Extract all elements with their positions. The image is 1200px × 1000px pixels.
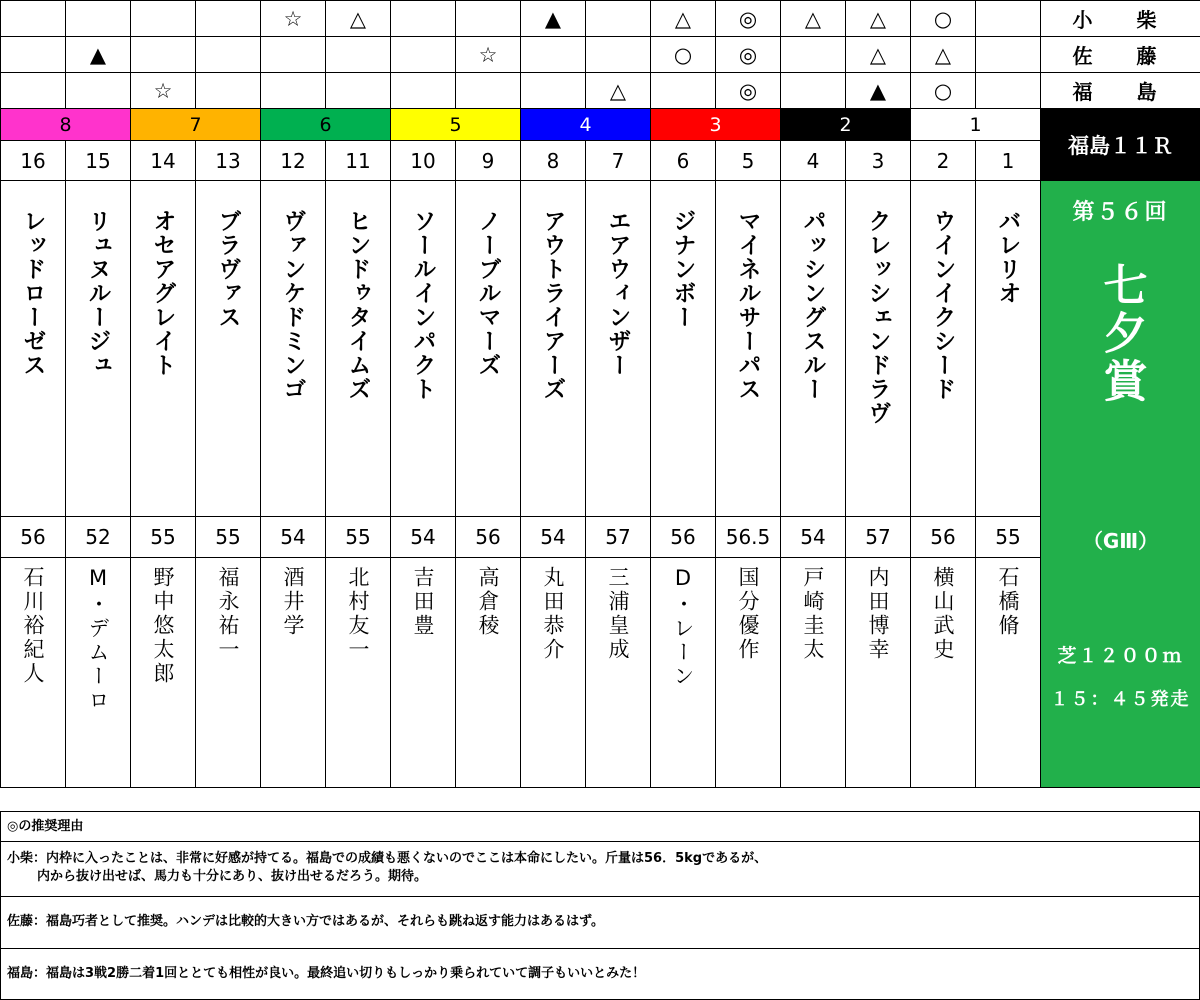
jockey-name-cell: [65, 557, 131, 788]
horse-name: ソールインパクト: [409, 209, 436, 401]
carried-weight-cell: [0, 516, 66, 558]
horse-name: クレッシェンドラヴ: [864, 209, 891, 425]
horse-name: バレリオ: [994, 209, 1021, 305]
horse-name-cell: [780, 180, 846, 517]
carried-weight: 57: [865, 525, 891, 549]
prediction-mark-cell: [0, 72, 66, 109]
jockey-name-cell: [390, 557, 456, 788]
prediction-mark-cell: [910, 36, 976, 73]
carried-weight: 54: [540, 525, 566, 549]
carried-weight: 57: [605, 525, 631, 549]
horse-number: 3: [871, 148, 885, 173]
horse-name-cell: [130, 180, 196, 517]
prediction-mark-cell: [975, 0, 1041, 37]
jockey-name-cell: [585, 557, 651, 788]
prediction-mark: ☆: [153, 78, 173, 103]
horse-name: マイネルサーパス: [734, 209, 761, 401]
horse-number-cell: [520, 140, 586, 181]
jockey-name: D・レーン: [671, 566, 695, 689]
horse-name-cell: [455, 180, 521, 517]
carried-weight-cell: [195, 516, 261, 558]
horse-number: 1: [1001, 148, 1015, 173]
prediction-mark: ○: [933, 78, 953, 103]
prediction-mark: ☆: [283, 6, 303, 31]
predictor-name-cell: [1040, 72, 1200, 109]
prediction-mark: △: [804, 6, 822, 31]
carried-weight: 54: [410, 525, 436, 549]
frame-number-cell: [260, 108, 391, 141]
prediction-mark-cell: [520, 0, 586, 37]
frame-number: 2: [839, 113, 852, 136]
carried-weight-cell: [780, 516, 846, 558]
prediction-mark: ◎: [738, 42, 758, 67]
prediction-mark-cell: [455, 36, 521, 73]
prediction-mark: △: [674, 6, 692, 31]
carried-weight: 55: [215, 525, 241, 549]
horse-number: 11: [345, 148, 371, 173]
horse-number-cell: [195, 140, 261, 181]
horse-name: リュヌルージュ: [84, 209, 111, 377]
jockey-name: M・デムーロ: [86, 566, 110, 713]
horse-name: パッシングスルー: [799, 209, 826, 401]
horse-number-cell: [260, 140, 326, 181]
frame-number: 7: [189, 113, 202, 136]
prediction-mark: ◎: [738, 78, 758, 103]
prediction-mark-cell: [650, 72, 716, 109]
prediction-mark-cell: [65, 0, 131, 37]
jockey-name: 石川裕紀人: [21, 566, 45, 686]
carried-weight-cell: [455, 516, 521, 558]
jockey-name: 北村友一: [346, 566, 370, 662]
horse-number: 15: [85, 148, 111, 173]
carried-weight: 52: [85, 525, 111, 549]
prediction-mark: ▲: [869, 78, 887, 103]
carried-weight-cell: [650, 516, 716, 558]
horse-number: 12: [280, 148, 306, 173]
horse-name-cell: [975, 180, 1041, 517]
prediction-mark: △: [869, 42, 887, 67]
prediction-mark: △: [934, 42, 952, 67]
jockey-name-cell: [520, 557, 586, 788]
carried-weight-cell: [260, 516, 326, 558]
horse-number: 16: [20, 148, 46, 173]
carried-weight: 56: [670, 525, 696, 549]
carried-weight: 55: [345, 525, 371, 549]
horse-number: 10: [410, 148, 436, 173]
carried-weight-cell: [910, 516, 976, 558]
jockey-name-cell: [780, 557, 846, 788]
prediction-mark-cell: [130, 72, 196, 109]
jockey-name: 吉田豊: [411, 566, 435, 638]
horse-number: 14: [150, 148, 176, 173]
race-edition: 第５６回: [1072, 200, 1169, 225]
horse-name: アウトライアーズ: [539, 209, 566, 401]
prediction-mark: △: [869, 6, 887, 31]
carried-weight: 55: [150, 525, 176, 549]
carried-weight: 56.5: [725, 525, 771, 549]
prediction-mark-cell: [845, 36, 911, 73]
recommendation-notes: [0, 811, 1200, 1000]
horse-number: 7: [611, 148, 625, 173]
jockey-name: 野中悠太郎: [151, 566, 175, 686]
horse-name-cell: [0, 180, 66, 517]
prediction-mark-cell: [585, 36, 651, 73]
horse-name: エアウィンザー: [604, 209, 631, 377]
note-fukushima-line1: 福島：福島は3戦2勝二着1回ととても相性が良い。最終追い切りもしっかり乗られていて調子もいいとみた！: [7, 966, 646, 981]
prediction-mark-cell: [390, 0, 456, 37]
notes-heading-text: ◎の推奨理由: [7, 819, 84, 834]
prediction-mark-cell: [650, 0, 716, 37]
prediction-mark-cell: [260, 72, 326, 109]
note-fukushima: [1, 949, 1199, 999]
prediction-mark-cell: [455, 0, 521, 37]
prediction-mark: ○: [673, 42, 693, 67]
horse-number: 9: [481, 148, 495, 173]
prediction-mark-cell: [715, 72, 781, 109]
horse-name: ノーブルマーズ: [474, 209, 501, 377]
horse-name: オセアグレイト: [149, 209, 176, 377]
horse-name-cell: [390, 180, 456, 517]
prediction-mark-cell: [325, 72, 391, 109]
prediction-mark-cell: [780, 72, 846, 109]
note-koshiba-line2: 内から抜け出せば、馬力も十分にあり、抜け出せるだろう。期待。: [37, 869, 428, 884]
prediction-mark-cell: [780, 0, 846, 37]
horse-number-cell: [455, 140, 521, 181]
jockey-name: 酒井学: [281, 566, 305, 638]
horse-name: ジナンボー: [669, 209, 696, 329]
prediction-mark-cell: [0, 36, 66, 73]
prediction-mark-cell: [780, 36, 846, 73]
prediction-mark-cell: [845, 72, 911, 109]
jockey-name-cell: [130, 557, 196, 788]
jockey-name: 三浦皇成: [606, 566, 630, 662]
jockey-name: 石橋脩: [996, 566, 1020, 638]
carried-weight: 56: [930, 525, 956, 549]
prediction-mark: ▲: [544, 6, 562, 31]
horse-number-cell: [650, 140, 716, 181]
prediction-mark-cell: [585, 72, 651, 109]
carried-weight: 56: [20, 525, 46, 549]
notes-heading: [1, 812, 1199, 842]
jockey-name-cell: [910, 557, 976, 788]
prediction-mark: △: [349, 6, 367, 31]
race-name: 七夕賞: [1095, 262, 1147, 406]
horse-name: ヴァンケドミンゴ: [279, 209, 306, 401]
horse-name-cell: [260, 180, 326, 517]
predictor-name: 福 島: [1072, 80, 1169, 104]
prediction-mark-cell: [0, 0, 66, 37]
prediction-mark-cell: [195, 36, 261, 73]
race-title: 福島１１Ｒ: [1068, 133, 1173, 158]
frame-number-cell: [390, 108, 521, 141]
prediction-mark-cell: [975, 36, 1041, 73]
horse-name-cell: [195, 180, 261, 517]
horse-number-cell: [845, 140, 911, 181]
jockey-name-cell: [975, 557, 1041, 788]
horse-name-cell: [585, 180, 651, 517]
horse-name: ウインイクシード: [929, 209, 956, 401]
prediction-mark: ▲: [89, 42, 107, 67]
frame-number: 4: [579, 113, 592, 136]
prediction-mark-cell: [455, 72, 521, 109]
carried-weight: 54: [280, 525, 306, 549]
race-grade: （GⅢ）: [1082, 529, 1159, 553]
jockey-name-cell: [260, 557, 326, 788]
race-start-time: １５：４５発走: [1050, 689, 1191, 710]
horse-number-cell: [585, 140, 651, 181]
carried-weight: 56: [475, 525, 501, 549]
horse-number-cell: [780, 140, 846, 181]
prediction-mark-cell: [650, 36, 716, 73]
carried-weight-cell: [390, 516, 456, 558]
prediction-mark-cell: [130, 36, 196, 73]
horse-name-cell: [910, 180, 976, 517]
horse-number-cell: [325, 140, 391, 181]
prediction-mark-cell: [325, 36, 391, 73]
prediction-mark-cell: [910, 0, 976, 37]
prediction-mark-cell: [390, 72, 456, 109]
race-info-panel: [1040, 180, 1200, 788]
prediction-mark: ◎: [738, 6, 758, 31]
prediction-mark-cell: [195, 0, 261, 37]
prediction-mark: △: [609, 78, 627, 103]
jockey-name: 横山武史: [931, 566, 955, 662]
jockey-name-cell: [455, 557, 521, 788]
horse-name: ブラヴァス: [214, 209, 241, 329]
horse-number-cell: [910, 140, 976, 181]
horse-number-cell: [130, 140, 196, 181]
prediction-mark-cell: [390, 36, 456, 73]
horse-number: 13: [215, 148, 241, 173]
predictor-name-cell: [1040, 0, 1200, 37]
note-sato: [1, 897, 1199, 949]
horse-name-cell: [845, 180, 911, 517]
frame-number-cell: [0, 108, 131, 141]
carried-weight: 54: [800, 525, 826, 549]
jockey-name-cell: [650, 557, 716, 788]
frame-number-cell: [520, 108, 651, 141]
horse-number: 5: [741, 148, 755, 173]
frame-number: 6: [319, 113, 332, 136]
jockey-name-cell: [0, 557, 66, 788]
prediction-mark-cell: [260, 0, 326, 37]
prediction-mark-cell: [910, 72, 976, 109]
horse-number-cell: [715, 140, 781, 181]
race-title-cell: [1040, 108, 1200, 181]
horse-number: 2: [936, 148, 950, 173]
carried-weight-cell: [585, 516, 651, 558]
horse-number-cell: [0, 140, 66, 181]
prediction-mark-cell: [520, 72, 586, 109]
carried-weight-cell: [520, 516, 586, 558]
frame-number-cell: [650, 108, 781, 141]
prediction-mark-cell: [195, 72, 261, 109]
predictor-name: 佐 藤: [1072, 44, 1169, 68]
note-sato-line1: 佐藤：福島巧者として推奨。ハンデは比較的大きい方ではあるが、それらも跳ね返す能力はあるはず。: [7, 914, 604, 929]
carried-weight-cell: [65, 516, 131, 558]
horse-name: レッドローゼス: [19, 209, 46, 377]
prediction-mark: ○: [933, 6, 953, 31]
horse-number: 6: [676, 148, 690, 173]
jockey-name: 戸崎圭太: [801, 566, 825, 662]
prediction-mark-cell: [715, 0, 781, 37]
prediction-mark: ☆: [478, 42, 498, 67]
predictor-name-cell: [1040, 36, 1200, 73]
race-distance: 芝１２００ｍ: [1057, 645, 1184, 667]
horse-number-cell: [65, 140, 131, 181]
jockey-name: 内田博幸: [866, 566, 890, 662]
jockey-name: 国分優作: [736, 566, 760, 662]
frame-number: 3: [709, 113, 722, 136]
prediction-mark-cell: [130, 0, 196, 37]
jockey-name: 高倉稜: [476, 566, 500, 638]
frame-number-cell: [910, 108, 1041, 141]
prediction-mark-cell: [325, 0, 391, 37]
horse-number-cell: [390, 140, 456, 181]
prediction-mark-cell: [65, 72, 131, 109]
jockey-name-cell: [195, 557, 261, 788]
prediction-mark-cell: [65, 36, 131, 73]
horse-number-cell: [975, 140, 1041, 181]
jockey-name-cell: [845, 557, 911, 788]
predictor-name: 小 柴: [1072, 8, 1169, 32]
prediction-mark-cell: [845, 0, 911, 37]
note-koshiba-line1: 小柴：内枠に入ったことは、非常に好感が持てる。福島での成績も悪くないのでここは本命にしたい。斤量は56．5kgであるが、: [7, 851, 768, 866]
jockey-name-cell: [325, 557, 391, 788]
carried-weight-cell: [130, 516, 196, 558]
horse-name-cell: [715, 180, 781, 517]
jockey-name: 福永祐一: [216, 566, 240, 662]
note-koshiba: [1, 842, 1199, 897]
jockey-name: 丸田恭介: [541, 566, 565, 662]
frame-number: 1: [969, 113, 982, 136]
carried-weight: 55: [995, 525, 1021, 549]
horse-number: 8: [546, 148, 560, 173]
carried-weight-cell: [325, 516, 391, 558]
horse-name-cell: [325, 180, 391, 517]
carried-weight-cell: [715, 516, 781, 558]
frame-number: 8: [59, 113, 72, 136]
frame-number: 5: [449, 113, 462, 136]
prediction-mark-cell: [715, 36, 781, 73]
horse-name: ヒンドゥタイムズ: [344, 209, 371, 401]
carried-weight-cell: [975, 516, 1041, 558]
prediction-mark-cell: [520, 36, 586, 73]
horse-name-cell: [520, 180, 586, 517]
frame-number-cell: [780, 108, 911, 141]
prediction-mark-cell: [585, 0, 651, 37]
horse-name-cell: [650, 180, 716, 517]
jockey-name-cell: [715, 557, 781, 788]
frame-number-cell: [130, 108, 261, 141]
horse-name-cell: [65, 180, 131, 517]
horse-number: 4: [806, 148, 820, 173]
prediction-mark-cell: [975, 72, 1041, 109]
carried-weight-cell: [845, 516, 911, 558]
prediction-mark-cell: [260, 36, 326, 73]
